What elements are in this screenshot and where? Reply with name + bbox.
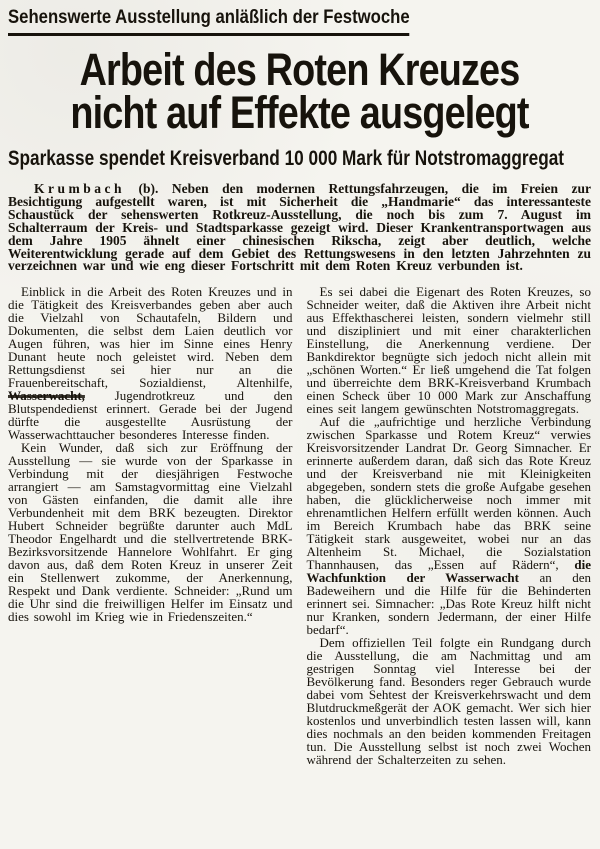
lead-text: Neben den modernen Rettungsfahrzeugen, die im Freien zur Besichtigung aufgestellt waren, ist mit Sicherheit die „Handmarie“ das interessanteste Schaustück der sehenswerten Rotkreuz-Ausstellung, die noch bis zum 7. August im Schalterraum der Kreis- und Stadtsparkasse gezeigt wird. Dieser Krankentransportwagen aus dem Jahre 1905 ähnelt einer chinesischen Rikscha, zeigt aber deutlich, welche Weiterentwicklung gerade auf dem Gebiet des Rettungswesens in den letzten Jahrzehnten zu verzeichnen war und wie eng dieser Fortschritt mit dem Roten Kreuz verbunden ist. (8, 181, 592, 274)
paragraph: Es sei dabei die Eigenart des Roten Kreuzes, so Schneider weiter, daß die Aktiven ihre Arbeit nicht aus Effekthascherei leisten, sondern vielmehr still und diszipliniert und mit einer charakterlichen Einstellung, die Anerkennung verdiene. Der Bankdirektor begnügte sich jedoch nicht allein mit „schönen Worten.“ Er ließ umgehend die Tat folgen und überreichte dem BRK-Kreisverband Krumbach einen Scheck über 10 000 Mark zur Anschaffung eines seit langem gewünschten Notstromaggregats. (306, 284, 591, 417)
headline (8, 44, 591, 138)
dateline: Krumbach (34, 181, 126, 196)
paragraph-text: an den Badeweihern und die Hilfe für die Behinderten erinnert sei. Simnacher: „Das Rote Kreuz hilft nicht nur Kranken, sondern Jedermann, der einer Hilfe bedarf“. (306, 570, 591, 638)
kicker-text: Sehenswerte Ausstellung anläßlich der Festwoche (8, 7, 410, 36)
subhead (8, 144, 591, 172)
paragraph: Kein Wunder, daß sich zur Eröffnung der Ausstellung — sie wurde von der Sparkasse in Verbindung mit der diesjährigen Festwoche arrangiert — am Samstagvormittag eine Vielzahl von Gästen einfanden, die damit alle ihre Verbundenheit mit dem BRK bezeugten. Direktor Hubert Schneider begrüßte darunter auch MdL Theodor Engelhardt und die stellvertretende BRK-Bezirksvorsitzende Hannelore Wohlfahrt. Er ging davon aus, daß dem Roten Kreuz in unserer Zeit ein Stellenwert zukomme, der Anerkennung, Respekt und Dank verdiente. Schneider: „Rund um die Uhr sind die freiwilligen Helfer im Einsatz und dies sowohl im Krieg wie in Friedenszeiten.“ (8, 440, 293, 625)
paragraph: Dem offiziellen Teil folgte ein Rundgang durch die Ausstellung, die am Nachmittag und am gestrigen Sonntag viel Interesse bei der Bevölkerung fand. Besonders reger Gebrauch wurde dabei vom Sehtest der Kreisverkehrswacht und dem Blutdruckmeßgerät der AOK gemacht. Wer sich hier kostenlos und unverbindlich testen lassen will, kann dies nochmals an den beiden kommenden Freitagen tun. Die Ausstellung selbst ist noch zwei Wochen während der Schalterzeiten zu sehen. (306, 635, 591, 768)
paragraph (307, 415, 592, 636)
headline-line-2: nicht auf Effekte ausgelegt (70, 87, 529, 138)
struck-word-wasserwacht: Wasserwacht, (8, 388, 85, 404)
paragraph (8, 285, 293, 441)
bold-phrase-wachfunktion: die Wachfunktion der Wasserwacht (306, 557, 591, 586)
dateline-suffix: (b). (125, 181, 159, 196)
paragraph-text: Einblick in die Arbeit des Roten Kreuzes und in die Tätigkeit des Kreisverbandes geben aber auch die Vielzahl von Schautafeln, Bildern und Dokumenten, die selbst dem Laien deutlich vor Augen führen, was hier im Sinne eines Henry Dunant heute noch geleistet wird. Neben dem Rettungsdienst sei hier nur an die Frauenbereitschaft, Sozialdienst, Altenhilfe, (8, 284, 293, 391)
article-body (8, 285, 591, 766)
kicker (8, 7, 591, 36)
headline-line-1: Arbeit des Roten Kreuzes (79, 44, 520, 95)
column-left (8, 285, 293, 766)
paragraph-text: Auf die „aufrichtige und herzliche Verbindung zwischen Sparkasse und Rotem Kreuz“ verwies Kreisvorsitzender Landrat Dr. Georg Simnacher. Er erinnerte außerdem daran, daß sich das Rote Kreuz und der Kreisverband nie mit Kleinigkeiten abgegeben, sondern stets die große Aufgabe gesehen haben, die glücklicherweise noch immer mit ehrenamtlichen Helfern erfüllt werden können. Auch im Bereich Krumbach habe das BRK seine Tätigkeit stark ausgeweitet, wobei nur an das Altenheim St. Michael, die Sozialstation Thannhausen, das „Essen auf Rädern“, (306, 414, 591, 573)
column-right (307, 285, 592, 766)
paragraph-text: Jugendrotkreuz und den Blutspendedienst erinnert. Gerade bei der Jugend dürfte die ausgestellte Ausrüstung der Wasserwachttaucher besonderes Interesse finden. (8, 388, 293, 443)
subhead-text: Sparkasse spendet Kreisverband 10 000 Mark für Notstromaggregat (8, 147, 565, 170)
lead-paragraph (8, 183, 591, 273)
